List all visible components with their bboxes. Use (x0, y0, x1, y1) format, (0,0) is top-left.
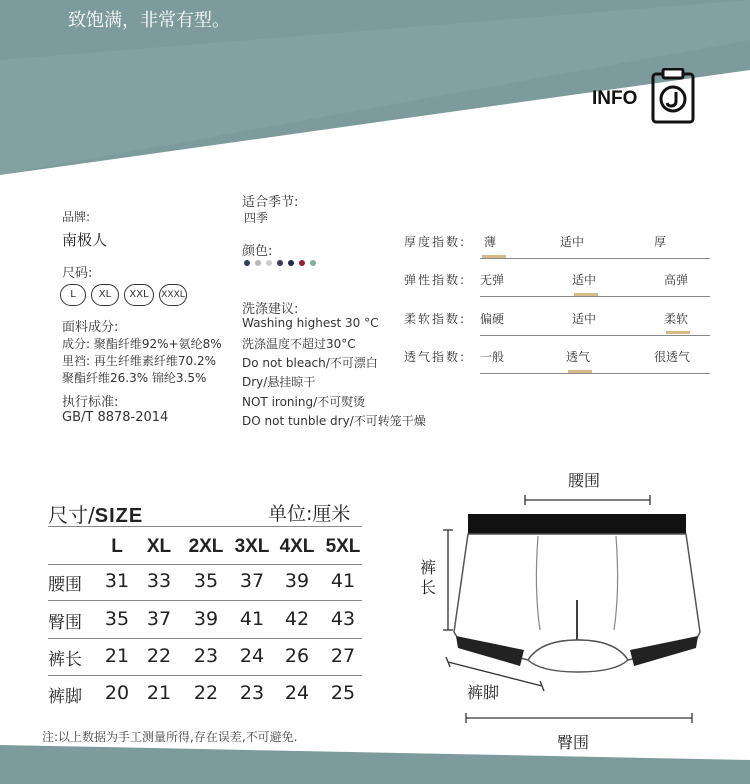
index-row-breathability (404, 336, 710, 374)
index-option: 高弹 (664, 273, 689, 287)
brand-label: 品牌: (62, 210, 91, 224)
season-value: 四季 (244, 211, 269, 225)
size-cell: 39 (193, 608, 219, 630)
index-option: 薄 (484, 235, 497, 249)
size-cell: 21 (104, 645, 130, 667)
size-cell: 35 (104, 608, 130, 630)
washing-line-5: NOT ironing/不可熨烫 (242, 395, 366, 409)
size-cell: 42 (284, 608, 310, 630)
diagram-leg-label: 裤脚 (467, 683, 500, 702)
size-cell: 33 (146, 570, 172, 592)
color-swatch-navy (244, 260, 250, 266)
size-cell: 35 (193, 570, 219, 592)
index-name: 厚度指数: (404, 235, 467, 249)
size-option-l: L (60, 284, 86, 306)
size-cell: 24 (284, 682, 310, 704)
size-option-xl: XL (91, 284, 119, 306)
color-swatches (244, 260, 316, 266)
color-swatch-dark-navy (288, 260, 294, 266)
material-line-2: 里裆: 再生纤维素纤维70.2% (62, 354, 216, 368)
index-option: 很透气 (654, 350, 691, 364)
material-line-1: 成分: 聚酯纤维92%+氨纶8% (62, 337, 222, 351)
size-cell: 21 (146, 682, 172, 704)
index-option: 一般 (480, 350, 505, 364)
size-table-rule (48, 526, 362, 527)
size-table-note: 注:以上数据为手工测量所得,存在误差,不可避免. (42, 730, 298, 744)
season-label: 适合季节: (242, 195, 299, 210)
size-col-header: 4XL (279, 536, 315, 557)
size-col-header: XL (146, 536, 172, 557)
washing-line-2: 洗涤温度不超过30°C (242, 337, 356, 351)
color-swatch-green (310, 260, 316, 266)
index-option: 厚 (654, 235, 667, 249)
size-cell: 23 (239, 682, 265, 704)
size-table-divider (48, 675, 362, 676)
size-table-divider (48, 600, 362, 601)
size-cell: 39 (284, 570, 310, 592)
color-swatch-wine (299, 260, 305, 266)
diagram-waist-label: 腰围 (568, 471, 601, 490)
size-cell: 20 (104, 682, 130, 704)
index-name: 柔软指数: (404, 312, 467, 326)
size-row-name: 裤长 (48, 650, 82, 670)
index-row-elasticity (404, 259, 710, 297)
size-col-header: 2XL (188, 536, 224, 557)
index-row-thickness (404, 221, 710, 259)
index-option: 透气 (566, 350, 591, 364)
size-label: 尺码: (62, 266, 93, 281)
size-table (48, 530, 368, 720)
size-table-unit: 单位:厘米 (268, 503, 351, 525)
size-cell: 37 (239, 570, 265, 592)
size-table-title-cn: 尺寸/ (48, 503, 95, 527)
size-table-divider (48, 638, 362, 639)
size-cell: 24 (239, 645, 265, 667)
index-option: 柔软 (664, 312, 689, 326)
material-line-3: 聚酯纤维26.3% 锦纶3.5% (62, 371, 207, 385)
diagram-length-label: 裤长 (420, 558, 437, 597)
slogan-text: 致饱满，非常有型。 (68, 10, 230, 31)
index-option: 偏硬 (480, 312, 505, 326)
color-label: 颜色: (242, 244, 273, 259)
standard-label: 执行标准: (62, 395, 119, 410)
size-table-divider (48, 564, 362, 565)
size-row-name: 臀围 (48, 613, 82, 633)
color-swatch-gray (255, 260, 261, 266)
material-label: 面料成分: (62, 320, 119, 335)
index-selected-marker (666, 331, 690, 334)
size-cell: 22 (193, 682, 219, 704)
size-cell: 27 (330, 645, 356, 667)
standard-value: GB/T 8878-2014 (62, 410, 169, 425)
size-cell: 22 (146, 645, 172, 667)
index-option: 适中 (572, 312, 597, 326)
washing-line-6: DO not tunble dry/不可转笼干燥 (242, 414, 426, 428)
washing-label: 洗涤建议: (242, 302, 299, 317)
index-option: 无弹 (480, 273, 505, 287)
index-option: 适中 (572, 273, 597, 287)
size-table-title-en: SIZE (94, 505, 144, 527)
size-col-header: L (111, 536, 123, 557)
size-col-header: 5XL (325, 536, 361, 557)
size-cell: 37 (146, 608, 172, 630)
size-cell: 43 (330, 608, 356, 630)
brand-value: 南极人 (62, 231, 108, 249)
size-cell: 26 (284, 645, 310, 667)
index-option: 适中 (560, 235, 585, 249)
size-row-name: 腰围 (48, 575, 82, 595)
index-row-softness (404, 298, 710, 336)
size-table-title (48, 499, 143, 528)
size-cell: 41 (239, 608, 265, 630)
size-cell: 23 (193, 645, 219, 667)
size-option-xxxl: XXXL (159, 284, 187, 306)
washing-line-1: Washing highest 30 °C (242, 316, 379, 330)
index-name: 透气指数: (404, 350, 467, 364)
color-swatch-light-gray (266, 260, 272, 266)
info-label: INFO (592, 88, 638, 109)
size-col-header: 3XL (234, 536, 270, 557)
size-cell: 41 (330, 570, 356, 592)
index-name: 弹性指数: (404, 273, 467, 287)
washing-line-3: Do not bleach/不可漂白 (242, 356, 378, 370)
underwear-diagram (410, 490, 730, 760)
size-row-name: 裤脚 (48, 687, 82, 707)
clipboard-icon (650, 68, 696, 124)
index-divider (480, 373, 710, 374)
color-swatch-indigo (277, 260, 283, 266)
size-option-xxl: XXL (124, 284, 154, 306)
index-divider (480, 296, 710, 297)
diagram-hip-label: 臀围 (557, 733, 590, 752)
size-cell: 31 (104, 570, 130, 592)
washing-line-4: Dry/悬挂晾干 (242, 375, 316, 389)
size-cell: 25 (330, 682, 356, 704)
